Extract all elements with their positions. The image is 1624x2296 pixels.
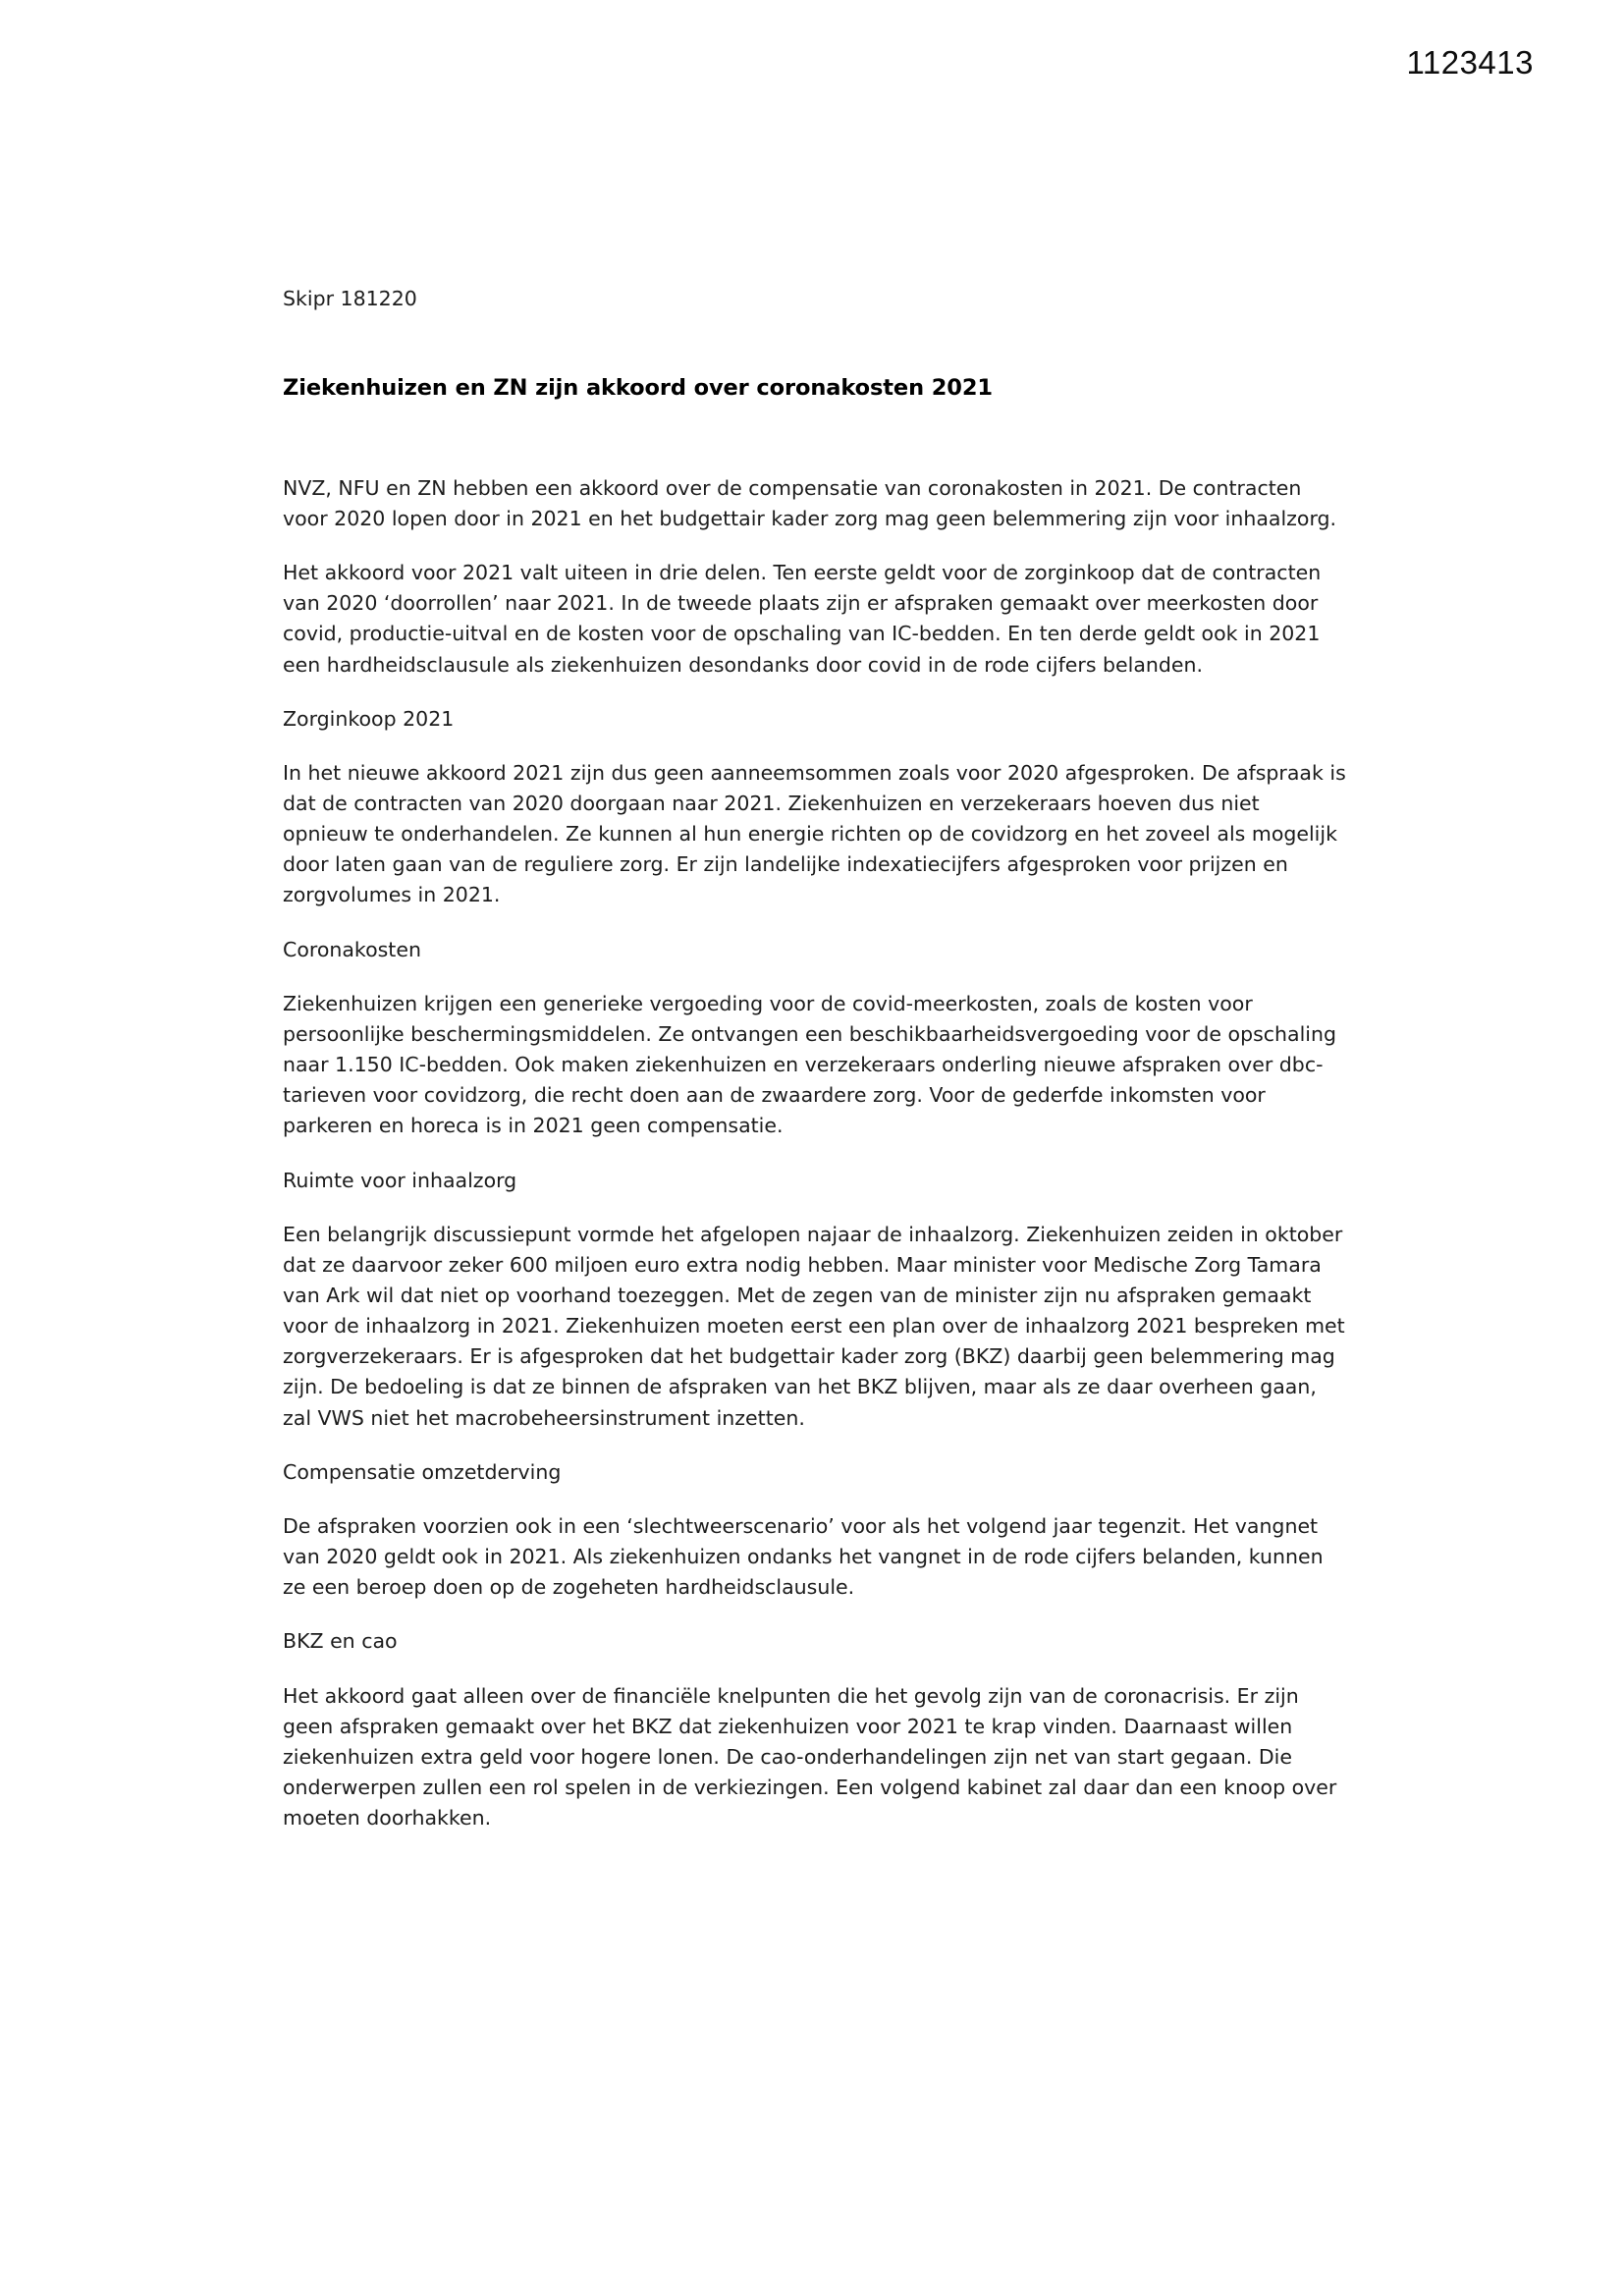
section-paragraph: Het akkoord gaat alleen over de financiële knelpunten die het gevolg zijn van de coronacrisis. Er zijn geen afspraken gemaakt over het BKZ dat ziekenhuizen voor 2021 te krap vinden. Daarnaast willen ziekenhuizen extra geld voor hogere lonen. De cao-onderhandelingen zijn net van start gegaan. Die onderwerpen zullen een rol spelen in de verkiezingen. Een volgend kabinet zal daar dan een knoop over moeten doorhakken.	[283, 1683, 1337, 1831]
document-body	[283, 285, 1348, 1833]
section-heading-bkz-en-cao: BKZ en cao	[283, 1629, 398, 1654]
section-paragraph: In het nieuwe akkoord 2021 zijn dus geen aanneemsommen zoals voor 2020 afgesproken. De afspraak is dat de contracten van 2020 doorgaan naar 2021. Ziekenhuizen en verzekeraars hoeven dus niet opnieuw te onderhandelen. Ze kunnen al hun energie richten op de covidzorg en het zoveel als mogelijk door laten gaan van de reguliere zorg. Er zijn landelijke indexatiecijfers afgesproken voor prijzen en zorgvolumes in 2021.	[283, 760, 1346, 907]
section-heading-ruimte-voor-inhaalzorg: Ruimte voor inhaalzorg	[283, 1168, 517, 1192]
section-paragraph: De afspraken voorzien ook in een ‘slechtweerscenario’ voor als het volgend jaar tegenzit. Het vangnet van 2020 geldt ook in 2021. Als ziekenhuizen ondanks het vangnet in de rode cijfers belanden, kunnen ze een beroep doen op de zogeheten hardheidsclausule.	[283, 1513, 1324, 1600]
section-heading-coronakosten: Coronakosten	[283, 937, 421, 961]
section-paragraph: Een belangrijk discussiepunt vormde het afgelopen najaar de inhaalzorg. Ziekenhuizen zeiden in oktober dat ze daarvoor zeker 600 miljoen euro extra nodig hebben. Maar minister voor Medische Zorg Tamara van Ark wil dat niet op voorhand toezeggen. Met de zegen van de minister zijn nu afspraken gemaakt voor de inhaalzorg in 2021. Ziekenhuizen moeten eerst een plan over de inhaalzorg 2021 bespreken met zorgverzekeraars. Er is afgesproken dat het budgettair kader zorg (BKZ) daarbij geen belemmering mag zijn. De bedoeling is dat ze binnen de afspraken van het BKZ blijven, maar als ze daar overheen gaan, zal VWS niet het macrobeheersinstrument inzetten.	[283, 1222, 1345, 1430]
document-id-stamp: 1123413	[1406, 44, 1534, 81]
intro-paragraph: NVZ, NFU en ZN hebben een akkoord over de compensatie van coronakosten in 2021. De contracten voor 2020 lopen door in 2021 en het budgettair kader zorg mag geen belemmering zijn voor inhaalzorg.	[283, 475, 1337, 530]
page-title: Ziekenhuizen en ZN zijn akkoord over coronakosten 2021	[283, 374, 993, 401]
section-paragraph: Ziekenhuizen krijgen een generieke vergoeding voor de covid-meerkosten, zoals de kosten voor persoonlijke beschermingsmiddelen. Ze ontvangen een beschikbaarheidsvergoeding voor de opschaling naar 1.150 IC-bedden. Ook maken ziekenhuizen en verzekeraars onderling nieuwe afspraken over dbc-tarieven voor covidzorg, die recht doen aan de zwaardere zorg. Voor de gederfde inkomsten voor parkeren en horeca is in 2021 geen compensatie.	[283, 991, 1337, 1138]
section-heading-compensatie-omzetderving: Compensatie omzetderving	[283, 1459, 562, 1484]
intro-paragraph: Het akkoord voor 2021 valt uiteen in drie delen. Ten eerste geldt voor de zorginkoop dat de contracten van 2020 ‘doorrollen’ naar 2021. In de tweede plaats zijn er afspraken gemaakt over meerkosten door covid, productie-uitval en de kosten voor de opschaling van IC-bedden. En ten derde geldt ook in 2021 een hardheidsclausule als ziekenhuizen desondanks door covid in de rode cijfers belanden.	[283, 561, 1322, 677]
section-heading-zorginkoop: Zorginkoop 2021	[283, 706, 455, 731]
source-line: Skipr 181220	[283, 287, 417, 310]
